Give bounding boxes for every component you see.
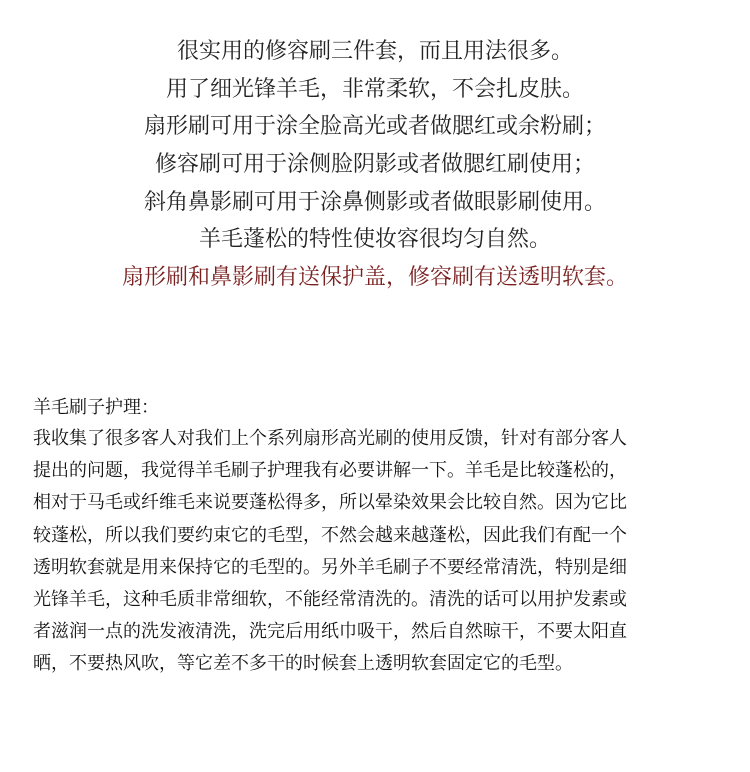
care-paragraph-line: 我收集了很多客人对我们上个系列扇形高光刷的使用反馈，针对有部分客人 [33, 428, 627, 449]
intro-line: 扇形刷可用于涂全脸高光或者做腮红或余粉刷； [143, 114, 606, 140]
intro-line: 很实用的修容刷三件套，而且用法很多。 [176, 39, 573, 64]
care-paragraph-line: 较蓬松，所以我们要约束它的毛型，不然会越来越蓬松，因此我们有配一个 [33, 524, 627, 546]
care-paragraph-line: 光锋羊毛，这种毛质非常细软，不能经常清洗的。清洗的话可以用护发素或 [33, 588, 627, 610]
gift-note: 扇形刷和鼻影刷有送保护盖，修容刷有送透明软套。 [121, 265, 628, 291]
care-heading: 羊毛刷子护理： [33, 397, 159, 418]
intro-line: 修容刷可用于涂侧脸阴影或者做腮红刷使用； [154, 152, 595, 178]
care-paragraph-line: 提出的问题，我觉得羊毛刷子护理我有必要讲解一下。羊毛是比较蓬松的， [33, 460, 627, 482]
care-paragraph-line: 者滋润一点的洗发液清洗，洗完后用纸巾吸干，然后自然晾干，不要太阳直 [33, 621, 627, 643]
care-paragraph-line: 晒，不要热风吹，等它差不多干的时候套上透明软套固定它的毛型。 [33, 653, 573, 675]
wool-brush-care-section [33, 393, 723, 681]
intro-line: 斜角鼻影刷可用于涂鼻侧影或者做眼影刷使用。 [143, 189, 606, 215]
product-intro [0, 33, 750, 297]
care-paragraph-line: 相对于马毛或纤维毛来说要蓬松得多，所以晕染效果会比较自然。因为它比 [33, 492, 627, 514]
intro-line: 羊毛蓬松的特性使妆容很均匀自然。 [198, 227, 551, 253]
intro-line: 用了细光锋羊毛，非常柔软，不会扎皮肤。 [165, 76, 584, 102]
care-paragraph-line: 透明软套就是用来保持它的毛型的。另外羊毛刷子不要经常清洗，特别是细 [33, 556, 627, 578]
